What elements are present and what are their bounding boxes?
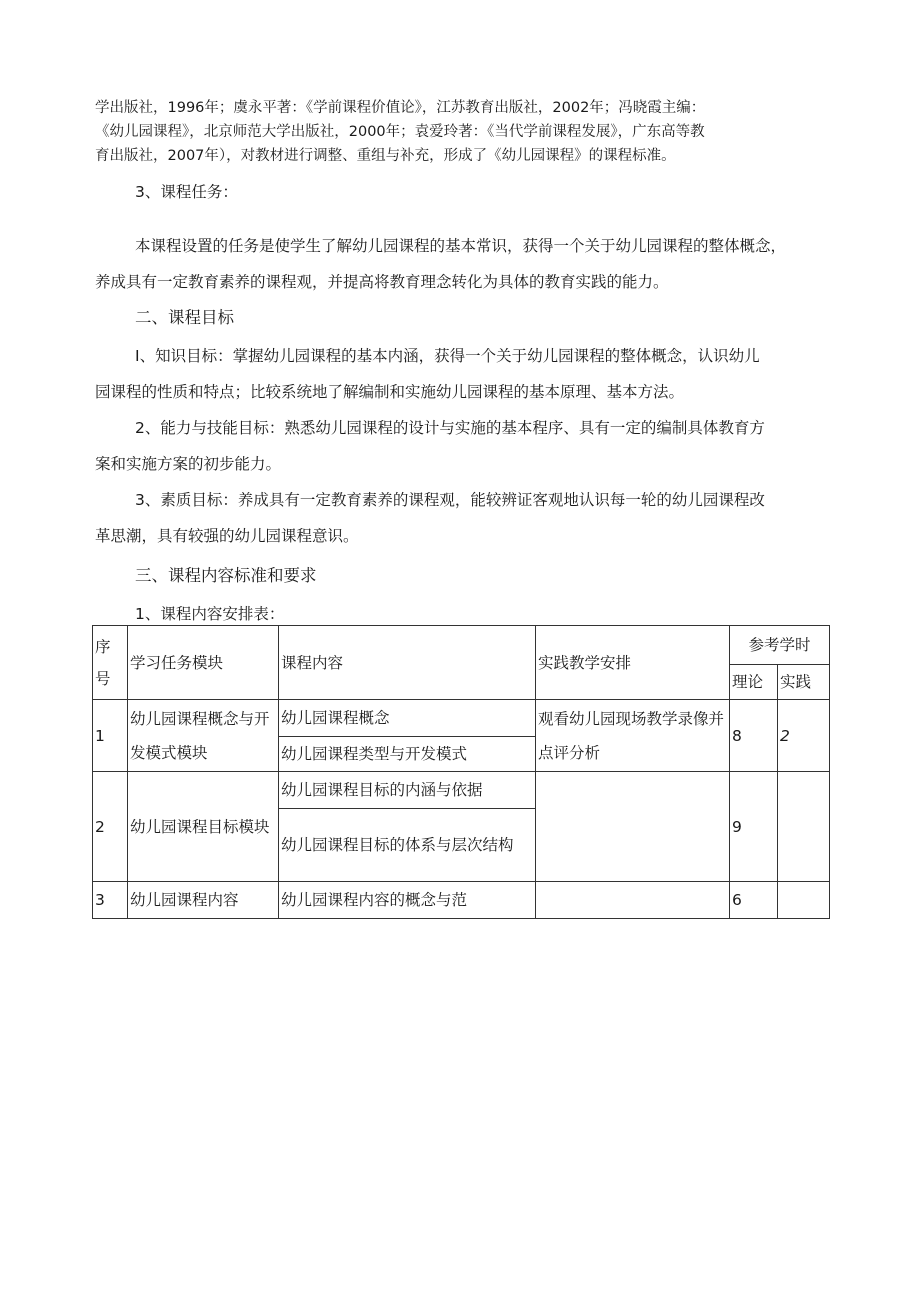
quality-goal-line-2: 革思潮，具有较强的幼儿园课程意识。 xyxy=(95,527,359,545)
row-2-practical-hours xyxy=(778,772,830,882)
row-3-seq: 3 xyxy=(93,882,128,919)
quality-goal-line-1: 3、素质目标：养成具有一定教育素养的课程观，能较辨证客观地认识每一轮的幼儿园课程改 xyxy=(135,491,765,509)
references-line-2: 《幼儿园课程》，北京师范大学出版社，2000年；袁爱玲著：《当代学前课程发展》，广东高等教 xyxy=(95,124,705,140)
row-3-module: 幼儿园课程内容 xyxy=(128,882,279,919)
ability-goal-line-2: 案和实施方案的初步能力。 xyxy=(95,455,282,473)
row-2-seq: 2 xyxy=(93,772,128,882)
references-line-3: 育出版社，2007年），对教材进行调整、重组与补充，形成了《幼儿园课程》的课程标准。 xyxy=(95,148,676,164)
section-heading-content-standards: 三、课程内容标准和要求 xyxy=(135,566,317,585)
table-row xyxy=(93,772,830,809)
header-practice: 实践教学安排 xyxy=(536,626,730,700)
knowledge-goal-line-2: 园课程的性质和特点；比较系统地了解编制和实施幼儿园课程的基本原理、基本方法。 xyxy=(95,383,685,401)
header-practical: 实践 xyxy=(778,665,830,700)
row-1-theory-hours: 8 xyxy=(730,700,778,772)
row-2-module: 幼儿园课程目标模块 xyxy=(128,772,279,882)
row-1-content-2: 幼儿园课程类型与开发模式 xyxy=(279,737,536,772)
header-reference-hours: 参考学时 xyxy=(730,626,830,665)
row-3-practical-hours xyxy=(778,882,830,919)
knowledge-goal-line-1: I、知识目标：掌握幼儿园课程的基本内涵，获得一个关于幼儿园课程的整体概念，认识幼儿 xyxy=(135,347,760,365)
course-task-heading: 3、课程任务： xyxy=(135,183,238,201)
header-theory: 理论 xyxy=(730,665,778,700)
course-content-table xyxy=(92,625,830,919)
header-seq: 序号 xyxy=(93,626,128,700)
header-content: 课程内容 xyxy=(279,626,536,700)
table-row xyxy=(93,882,830,919)
table-row xyxy=(93,700,830,737)
course-task-paragraph-line-1: 本课程设置的任务是使学生了解幼儿园课程的基本常识，获得一个关于幼儿园课程的整体概念， xyxy=(135,237,787,255)
row-1-content-1: 幼儿园课程概念 xyxy=(279,700,536,737)
table-caption: 1、课程内容安排表： xyxy=(135,605,285,623)
course-task-paragraph-line-2: 养成具有一定教育素养的课程观，并提高将教育理念转化为具体的教育实践的能力。 xyxy=(95,273,669,291)
row-1-seq: 1 xyxy=(93,700,128,772)
row-2-content-2: 幼儿园课程目标的体系与层次结构 xyxy=(279,809,536,882)
header-module: 学习任务模块 xyxy=(128,626,279,700)
row-2-practice xyxy=(536,772,730,882)
row-1-practice: 观看幼儿园现场教学录像并点评分析 xyxy=(536,700,730,772)
section-heading-course-goals: 二、课程目标 xyxy=(135,308,234,327)
row-3-theory-hours: 6 xyxy=(730,882,778,919)
row-3-content-1: 幼儿园课程内容的概念与范 xyxy=(279,882,536,919)
references-line-1: 学出版社，1996年；虞永平著：《学前课程价值论》，江苏教育出版社，2002年；冯晓霞主编： xyxy=(95,100,706,116)
row-2-theory-hours: 9 xyxy=(730,772,778,882)
row-2-content-1: 幼儿园课程目标的内涵与依据 xyxy=(279,772,536,809)
row-1-module: 幼儿园课程概念与开发模式模块 xyxy=(128,700,279,772)
table-header-row xyxy=(93,626,830,665)
row-3-practice xyxy=(536,882,730,919)
ability-goal-line-1: 2、能力与技能目标：熟悉幼儿园课程的设计与实施的基本程序、具有一定的编制具体教育方 xyxy=(135,419,765,437)
row-1-practical-hours: 2 xyxy=(778,700,830,772)
